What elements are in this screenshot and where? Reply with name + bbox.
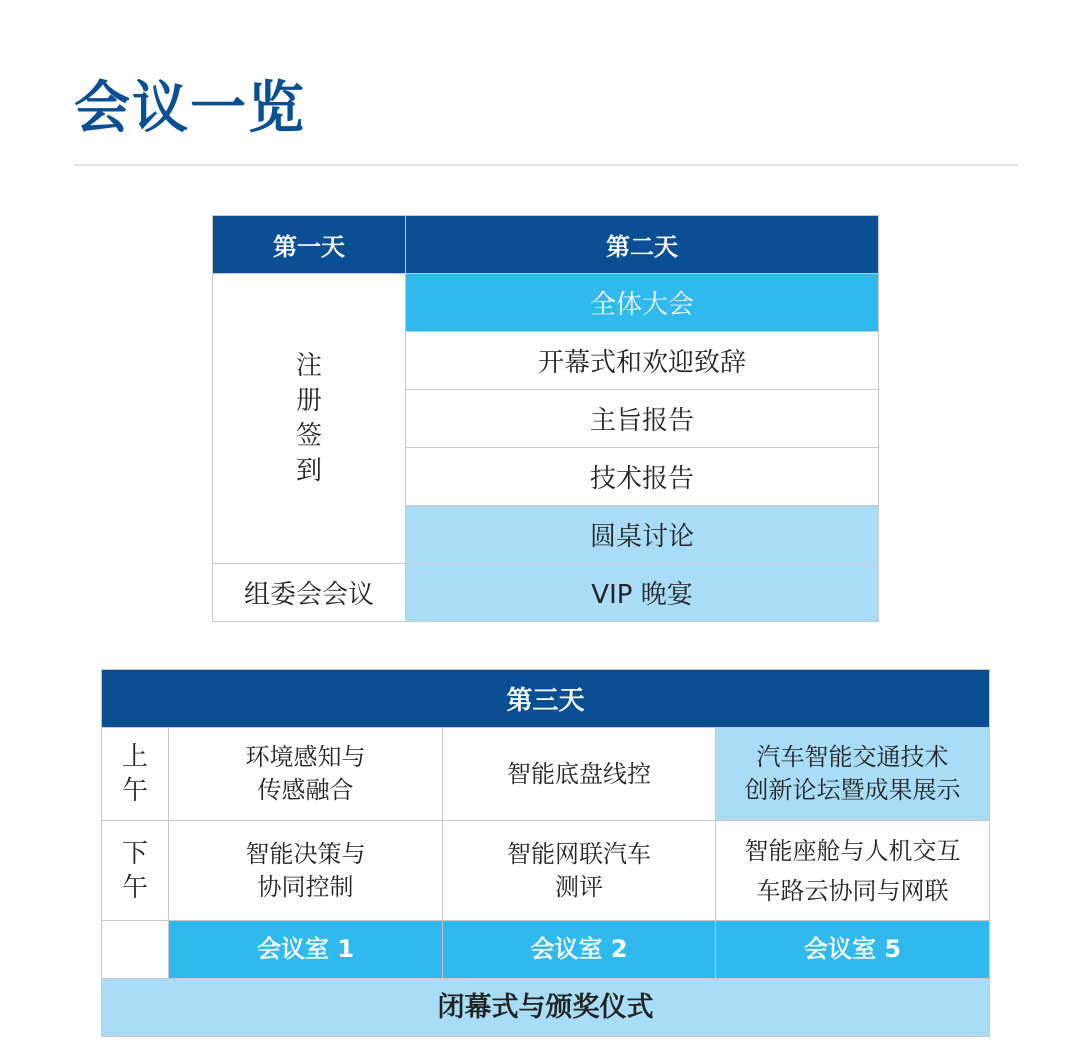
am-session-chassis: 智能底盘线控 — [443, 728, 716, 821]
room-5: 会议室 5 — [716, 921, 990, 979]
header-row — [213, 216, 879, 274]
day1-committee-meeting: 组委会会议 — [213, 564, 406, 622]
day2-keynote: 主旨报告 — [406, 390, 879, 448]
day2-opening-ceremony: 开幕式和欢迎致辞 — [406, 332, 879, 390]
header-day1: 第一天 — [213, 216, 406, 274]
pm-session-decision: 智能决策与 协同控制 — [169, 821, 443, 921]
day1-day2-schedule-table — [212, 215, 879, 622]
day2-roundtable: 圆桌讨论 — [406, 506, 879, 564]
room-1: 会议室 1 — [169, 921, 443, 979]
afternoon-label: 下 午 — [102, 821, 169, 921]
closing-ceremony: 闭幕式与颁奖仪式 — [102, 979, 990, 1037]
room-row-spacer — [102, 921, 169, 979]
title-divider — [74, 164, 1018, 166]
morning-label: 上 午 — [102, 728, 169, 821]
day2-vip-dinner: VIP 晚宴 — [406, 564, 879, 622]
room-2: 会议室 2 — [443, 921, 716, 979]
day2-technical-report: 技术报告 — [406, 448, 879, 506]
header-day2: 第二天 — [406, 216, 879, 274]
am-session-perception: 环境感知与 传感融合 — [169, 728, 443, 821]
pm-session-evaluation: 智能网联汽车 测评 — [443, 821, 716, 921]
day2-plenary: 全体大会 — [406, 274, 879, 332]
pm-session-cockpit: 智能座舱与人机交互 车路云协同与网联 — [716, 821, 990, 921]
header-day3: 第三天 — [102, 670, 990, 728]
day3-schedule-table — [101, 669, 990, 1037]
day1-registration: 注 册 签 到 — [213, 274, 406, 564]
page-title: 会议一览 — [74, 76, 306, 141]
am-session-its-forum: 汽车智能交通技术 创新论坛暨成果展示 — [716, 728, 990, 821]
